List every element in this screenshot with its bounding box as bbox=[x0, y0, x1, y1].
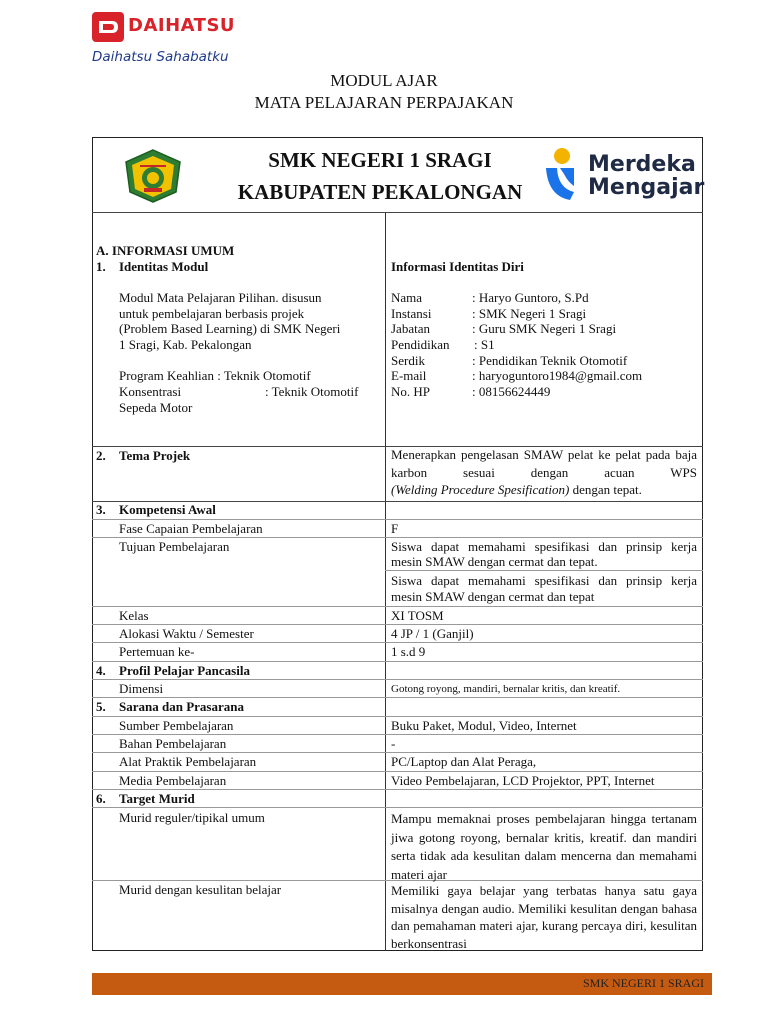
target-value: Mampu memaknai proses pembelajaran hingga tertanam jiwa gotong royong, bernalar kritis, kreatif. dan mandiri serta tidak ada kesulitan dalam mencerna dan memahami materi ajar bbox=[391, 811, 697, 882]
row-rule bbox=[92, 771, 703, 772]
id-label: No. HP bbox=[391, 384, 431, 399]
row-rule bbox=[92, 624, 703, 625]
tema-line1: Menerapkan pengelasan SMAW pelat ke pelat bbox=[391, 447, 641, 462]
id-value: : 08156624449 bbox=[472, 384, 551, 399]
tema-line3-rest: dengan tepat. bbox=[569, 482, 642, 497]
konsentrasi-cont: Sepeda Motor bbox=[119, 400, 193, 415]
row-rule bbox=[92, 606, 703, 607]
sarana-value: - bbox=[391, 736, 396, 751]
sarana-value: Buku Paket, Modul, Video, Internet bbox=[391, 718, 577, 733]
kompetensi-value: XI TOSM bbox=[391, 608, 444, 623]
sarana-value: Video Pembelajaran, LCD Projektor, PPT, Internet bbox=[391, 773, 655, 788]
daihatsu-logo bbox=[92, 12, 236, 72]
id-value: : SMK Negeri 1 Sragi bbox=[472, 306, 587, 321]
section-num: 6. bbox=[96, 791, 106, 806]
id-value: : Pendidikan Teknik Otomotif bbox=[472, 353, 628, 368]
sarana-label: Sumber Pembelajaran bbox=[119, 718, 234, 733]
kompetensi-value: Siswa dapat memahami spesifikasi dan prinsip kerja mesin SMAW dengan cermat dan tepat. bbox=[391, 539, 697, 569]
footer-bar bbox=[92, 973, 712, 995]
row-rule bbox=[92, 807, 703, 808]
sarana-label: Bahan Pembelajaran bbox=[119, 736, 227, 751]
merdeka-mengajar-logo bbox=[540, 146, 705, 206]
row-rule bbox=[92, 679, 703, 680]
section-label: Tema Projek bbox=[119, 448, 191, 463]
kompetensi-label: Pertemuan ke- bbox=[119, 644, 195, 659]
id-label: E-mail bbox=[391, 368, 427, 383]
doc-title-line1: MODUL AJAR bbox=[330, 71, 438, 90]
school-seal-icon bbox=[122, 148, 184, 204]
sarana-label: Media Pembelajaran bbox=[119, 773, 227, 788]
footer-text: SMK NEGERI 1 SRAGI bbox=[582, 976, 704, 990]
kompetensi-label: Tujuan Pembelajaran bbox=[119, 539, 230, 554]
section-label: Identitas Modul bbox=[119, 259, 209, 274]
merdeka-word: Merdeka bbox=[588, 152, 696, 177]
tema-line2: pada baja karbon sesuai dengan acuan WPS bbox=[391, 447, 697, 480]
id-value: : haryoguntoro1984@gmail.com bbox=[472, 368, 643, 383]
mengajar-word: Mengajar bbox=[588, 175, 705, 200]
konsentrasi-label: Konsentrasi bbox=[119, 384, 182, 399]
id-label: Pendidikan bbox=[391, 337, 450, 352]
program-keahlian: Program Keahlian : Teknik Otomotif bbox=[119, 368, 311, 383]
section-num: 1. bbox=[96, 259, 106, 274]
module-desc-line: 1 Sragi, Kab. Pekalongan bbox=[119, 337, 252, 352]
kompetensi-label: Fase Capaian Pembelajaran bbox=[119, 521, 263, 536]
row-rule bbox=[92, 752, 703, 753]
row-rule bbox=[92, 537, 703, 538]
row-rule bbox=[92, 212, 703, 213]
section-num: 2. bbox=[96, 448, 106, 463]
row-rule bbox=[92, 734, 703, 735]
kompetensi-value: 1 s.d 9 bbox=[391, 644, 426, 659]
section-num: 5. bbox=[96, 699, 106, 714]
tema-text bbox=[391, 446, 697, 482]
row-rule bbox=[92, 716, 703, 717]
row-rule bbox=[385, 570, 703, 571]
sarana-value: PC/Laptop dan Alat Peraga, bbox=[391, 754, 537, 769]
daihatsu-badge-icon bbox=[92, 12, 124, 42]
section-label: Kompetensi Awal bbox=[119, 502, 216, 517]
id-label: Jabatan bbox=[391, 321, 430, 336]
sarana-label: Alat Praktik Pembelajaran bbox=[119, 754, 257, 769]
row-rule bbox=[92, 519, 703, 520]
id-value: : Haryo Guntoro, S.Pd bbox=[472, 290, 589, 305]
module-desc-line: (Problem Based Learning) di SMK Negeri bbox=[119, 321, 341, 336]
section-num: 4. bbox=[96, 663, 106, 678]
brand-name: DAIHATSU bbox=[128, 15, 236, 36]
section-label: Target Murid bbox=[119, 791, 195, 806]
tema-wps-italic: (Welding Procedure Spesification) bbox=[391, 482, 570, 497]
dimensi-value: Gotong royong, mandiri, bernalar kritis, dan kreatif. bbox=[391, 683, 621, 695]
module-desc-line: untuk pembelajaran berbasis projek bbox=[119, 306, 305, 321]
module-desc-line: Modul Mata Pelajaran Pilihan. disusun bbox=[119, 290, 322, 305]
kompetensi-label: Kelas bbox=[119, 608, 149, 623]
kompetensi-value: 4 JP / 1 (Ganjil) bbox=[391, 626, 474, 641]
kompetensi-value: F bbox=[391, 521, 399, 536]
tema-line3 bbox=[391, 482, 642, 498]
id-value: : Guru SMK Negeri 1 Sragi bbox=[472, 321, 617, 336]
target-label: Murid dengan kesulitan belajar bbox=[119, 882, 282, 897]
konsentrasi-value: : Teknik Otomotif bbox=[265, 384, 359, 399]
school-region: KABUPATEN PEKALONGAN bbox=[237, 180, 523, 204]
row-rule bbox=[92, 789, 703, 790]
row-rule bbox=[92, 661, 703, 662]
id-label: Instansi bbox=[391, 306, 432, 321]
section-a-title: A. INFORMASI UMUM bbox=[96, 243, 235, 258]
kompetensi-label: Alokasi Waktu / Semester bbox=[119, 626, 254, 641]
identitas-diri-title: Informasi Identitas Diri bbox=[391, 259, 524, 274]
target-value: Memiliki gaya belajar yang terbatas hanya satu gaya misalnya dengan audio. Memiliki kesulitan dengan bahasa dan pemahaman materi ajar, kurang percaya diri, kesulitan berkonsentrasi bbox=[391, 883, 697, 950]
merdeka-figure-icon bbox=[540, 146, 584, 204]
id-value: : S1 bbox=[474, 337, 495, 352]
column-divider bbox=[385, 213, 386, 951]
doc-title-line2: MATA PELAJARAN PERPAJAKAN bbox=[254, 93, 514, 112]
row-rule bbox=[92, 642, 703, 643]
kompetensi-value: Siswa dapat memahami spesifikasi dan prinsip kerja mesin SMAW dengan cermat dan tepat bbox=[391, 573, 697, 604]
section-num: 3. bbox=[96, 502, 106, 517]
section-label: Sarana dan Prasarana bbox=[119, 699, 244, 714]
brand-tagline: Daihatsu Sahabatku bbox=[92, 49, 229, 65]
section-label: Profil Pelajar Pancasila bbox=[119, 663, 250, 678]
id-label: Nama bbox=[391, 290, 423, 305]
school-name: SMK NEGERI 1 SRAGI bbox=[268, 148, 492, 172]
id-label: Serdik bbox=[391, 353, 425, 368]
target-label: Murid reguler/tipikal umum bbox=[119, 810, 265, 825]
dimensi-label: Dimensi bbox=[119, 681, 164, 696]
